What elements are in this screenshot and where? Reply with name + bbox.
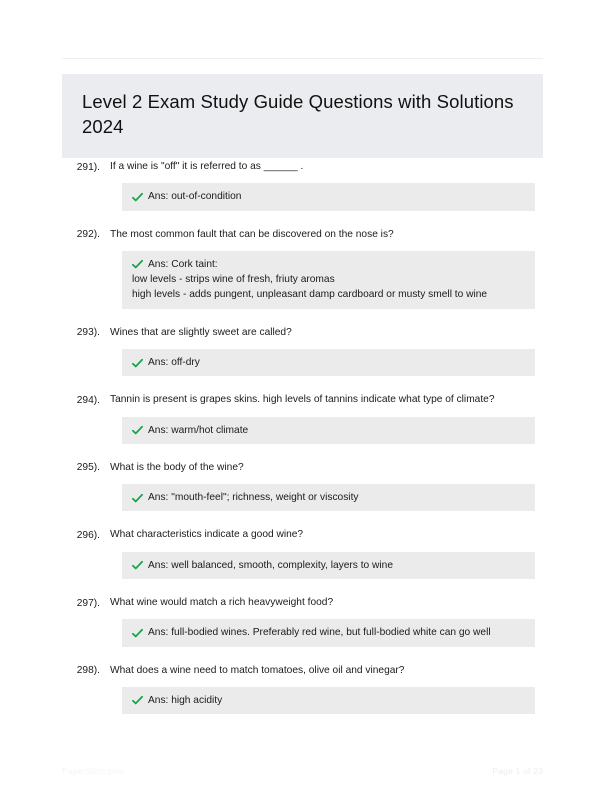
question-text: If a wine is "off" it is referred to as ______ . bbox=[110, 161, 304, 172]
answer-text: high levels - adds pungent, unpleasant damp cardboard or musty smell to wine bbox=[132, 289, 488, 301]
answer-text: Ans: warm/hot climate bbox=[148, 424, 249, 436]
answer-box bbox=[122, 183, 535, 210]
header-divider bbox=[62, 58, 543, 59]
answer-text: Ans: off-dry bbox=[148, 357, 200, 369]
answer-box bbox=[122, 251, 535, 309]
question-text: Wines that are slightly sweet are called? bbox=[110, 326, 292, 338]
question-number: 294). bbox=[76, 394, 100, 406]
question-row bbox=[0, 228, 606, 243]
green-check-icon bbox=[132, 192, 143, 203]
answer-first-line bbox=[132, 355, 525, 370]
question-number: 293). bbox=[76, 327, 100, 339]
answer-first-line bbox=[132, 257, 525, 272]
answer-box bbox=[122, 619, 535, 646]
answer-first-line bbox=[132, 423, 525, 438]
question-row bbox=[0, 393, 606, 408]
footer-watermark: PaperStitic.com bbox=[62, 766, 125, 776]
answer-box bbox=[122, 552, 535, 579]
question-item bbox=[0, 160, 606, 211]
green-check-icon bbox=[132, 493, 143, 504]
answer-box bbox=[122, 349, 535, 376]
question-row bbox=[0, 528, 606, 543]
question-row bbox=[0, 326, 606, 341]
question-row bbox=[0, 664, 606, 679]
question-number: 292). bbox=[76, 229, 100, 241]
question-number: 295). bbox=[76, 462, 100, 474]
question-row bbox=[0, 461, 606, 476]
footer-page-number: Page 1 of 23 bbox=[492, 766, 543, 776]
answer-box bbox=[122, 417, 535, 444]
question-item bbox=[0, 393, 606, 444]
question-text: What characteristics indicate a good wine? bbox=[110, 529, 304, 541]
question-row bbox=[0, 160, 606, 175]
answer-first-line bbox=[132, 490, 525, 505]
question-text: The most common fault that can be discovered on the nose is? bbox=[110, 228, 394, 240]
answer-first-line bbox=[132, 625, 525, 640]
green-check-icon bbox=[132, 425, 143, 436]
question-item bbox=[0, 228, 606, 309]
question-number: 291). bbox=[76, 161, 100, 173]
question-item bbox=[0, 596, 606, 647]
answer-first-line bbox=[132, 558, 525, 573]
green-check-icon bbox=[132, 259, 143, 270]
question-number: 296). bbox=[76, 529, 100, 541]
answer-text: low levels - strips wine of fresh, friuty aromas bbox=[132, 274, 335, 286]
question-text: What is the body of the wine? bbox=[110, 461, 244, 473]
question-row bbox=[0, 596, 606, 611]
question-list bbox=[0, 160, 606, 731]
question-item bbox=[0, 528, 606, 579]
green-check-icon bbox=[132, 695, 143, 706]
document-title-banner bbox=[62, 74, 543, 158]
answer-box bbox=[122, 484, 535, 511]
answer-text: Ans: well balanced, smooth, complexity, layers to wine bbox=[148, 559, 393, 571]
question-text: Tannin is present is grapes skins. high levels of tannins indicate what type of climate? bbox=[110, 394, 495, 406]
question-number: 298). bbox=[76, 665, 100, 677]
answer-text: Ans: out-of-condition bbox=[148, 191, 242, 203]
page-footer bbox=[62, 766, 543, 776]
page-title: Level 2 Exam Study Guide Questions with Solutions 2024 bbox=[82, 91, 514, 137]
question-item bbox=[0, 461, 606, 512]
answer-first-line bbox=[132, 693, 525, 708]
answer-first-line bbox=[132, 189, 525, 204]
answer-box bbox=[122, 687, 535, 714]
green-check-icon bbox=[132, 628, 143, 639]
question-item bbox=[0, 664, 606, 715]
question-number: 297). bbox=[76, 597, 100, 609]
answer-text: Ans: full-bodied wines. Preferably red wine, but full-bodied white can go well bbox=[148, 627, 491, 639]
green-check-icon bbox=[132, 358, 143, 369]
question-text: What wine would match a rich heavyweight food? bbox=[110, 597, 334, 609]
green-check-icon bbox=[132, 560, 143, 571]
answer-text: Ans: high acidity bbox=[148, 694, 223, 706]
question-item bbox=[0, 326, 606, 377]
answer-text: Ans: Cork taint: bbox=[148, 258, 218, 270]
question-text: What does a wine need to match tomatoes, olive oil and vinegar? bbox=[110, 664, 405, 676]
answer-text: Ans: "mouth-feel"; richness, weight or viscosity bbox=[148, 492, 359, 504]
